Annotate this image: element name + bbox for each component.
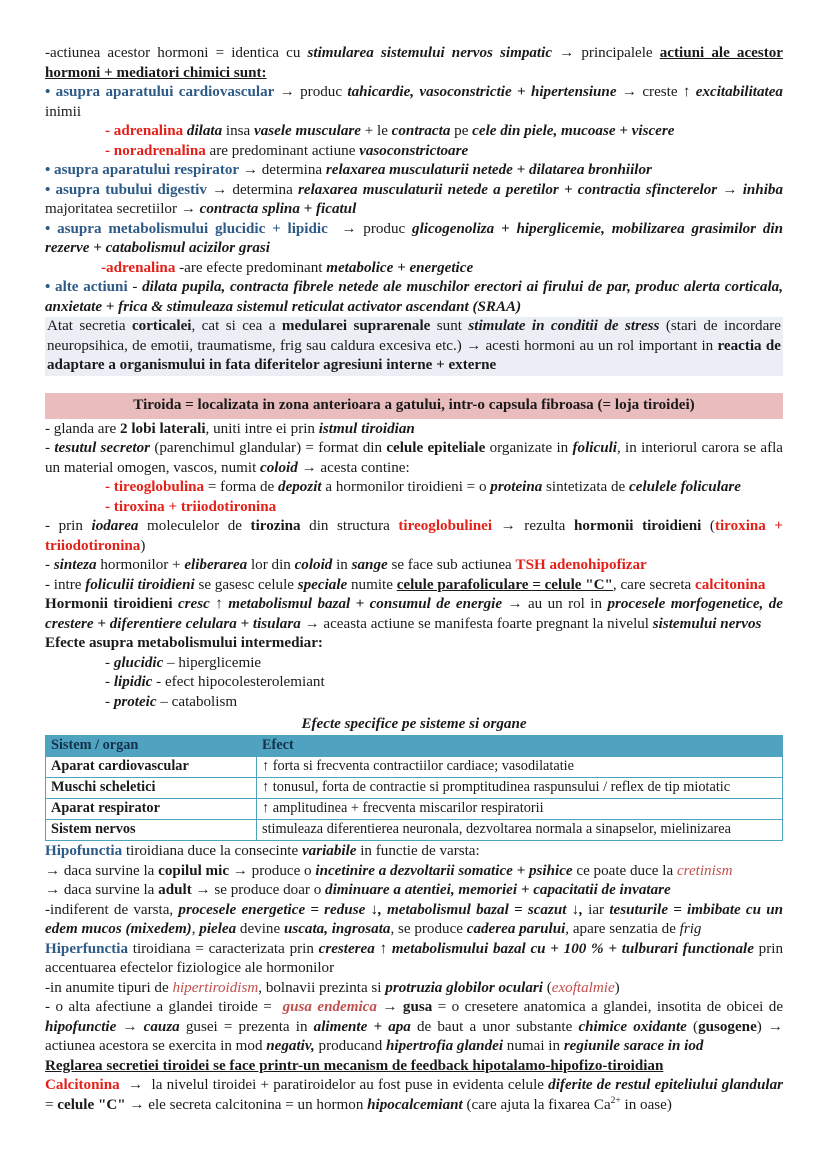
regulation-heading: Reglarea secretiei tiroidei se face printr-un mecanism de feedback hipotalamo-hipofizo-tiroidian: [45, 1057, 664, 1074]
thyroid-effects-intro: Hormonii tiroidieni cresc ↑ metabolismul bazal + consumul de energie → au un rol in procesele morfogenetice, de crestere + diferentiere celulara + tisulara → aceasta actiune se manifesta foarte pregnant la nivelul sistemului nervos: [45, 596, 783, 632]
table-caption: Efecte specifice pe sisteme si organe: [301, 716, 527, 732]
hyperfunction-intro: Hiperfunctia tiroidiana = caracterizata prin cresterea ↑ metabolismului bazal cu + 100 % + tulburari functionale prin accentuarea efectelor fiziologice ale hormonilor: [45, 940, 783, 976]
table-cell-effect: stimuleaza diferentierea neuronala, dezvoltarea normala a sinapselor, mielinizarea: [257, 820, 783, 841]
thyroid-line-iodare: - prin iodarea moleculelor de tirozina din structura tireoglobulinei → rezulta hormonii tiroidieni (tiroxina + triiodotironina): [45, 518, 784, 554]
table-row: [46, 757, 783, 778]
stress-paragraph: Atat secretia corticalei, cat si cea a medularei suprarenale sunt stimulate in conditii de stress (stari de incordare neuropsihica, de emotii, traumatisme, frig sau caldura excesiva etc.) → acesti hormoni au un rol important in reactia de adaptare a organismului in fata diferitelor agresiuni interne + externe: [47, 318, 781, 373]
thyroid-line-tesut: - tesutul secretor (parenchimul glandular) = format din celule epiteliale organizate in foliculi, in interiorul carora se afla un material omogen, vascos, numit coloid → acesta contine:: [45, 440, 784, 476]
thyroid-sub-tiroxina: - tiroxina + triiodotironina: [105, 498, 277, 515]
intro-paragraph: -actiunea acestor hormoni = identica cu stimularea sistemului nervos simpatic → principalele actiuni ale acestor hormoni + mediatori chimici sunt:: [45, 45, 783, 81]
intermediary-heading: Efecte asupra metabolismului intermediar:: [45, 635, 323, 651]
hypofunction-child: → daca survine la copilul mic → produce o incetinire a dezvoltarii somatice + psihice ce poate duce la cretinism: [45, 862, 733, 879]
table-cell-effect: ↑ tonusul, forta de contractie si promptitudinea raspunsului / reflex de tip miotatic: [257, 778, 783, 799]
sub-adrenalina-vascular: - adrenalina dilata insa vasele musculare + le contracta pe cele din piele, mucoase + viscere: [105, 123, 675, 139]
thyroid-sub-tireoglobulina: - tireoglobulina = forma de depozit a hormonilor tiroidieni = o proteina sintetizata de celulele foliculare: [105, 479, 741, 495]
intermediary-glucidic: - glucidic – hiperglicemie: [105, 654, 262, 671]
bullet-alte-actiuni: • alte actiuni - dilata pupila, contracta fibrele netede ale muschilor erectori ai firului de par, produc alerta corticala, anxietate + frica & stimuleaza sistemul reticulat activator ascendant (SRAA): [45, 279, 783, 315]
table-row: [46, 799, 783, 820]
table-header-efect: Efect: [257, 736, 783, 757]
hypofunction-general: -indiferent de varsta, procesele energetice = reduse ↓, metabolismul bazal = scazut ↓, iar tesuturile = imbibate cu un edem mucos (mixedem), pielea devine uscata, ingrosata, se produce caderea parului, apare senzatia de frig: [45, 901, 784, 937]
thyroid-banner: Tiroida = localizata in zona anterioara a gatului, intr-o capsula fibroasa (= loja tiroidei): [45, 393, 783, 419]
hyperfunction-gusa: - o alta afectiune a glandei tiroide = gusa endemica → gusa = o cresetere anatomica a glandei, insotita de obicei de hipofunctie → cauza gusei = prezenta in alimente + apa de baut a unor substante chimice oxidante (gusogene) → actiunea acestora se exercita in mod negativ, producand hipertrofia glandei numai in regiunile sarace in iod: [45, 999, 784, 1054]
thyroid-line-lobi: - glanda are 2 lobi laterali, uniti intre ei prin istmul tiroidian: [45, 420, 415, 437]
table-row: [46, 820, 783, 841]
effects-table: [45, 735, 783, 841]
intermediary-lipidic: - lipidic - efect hipocolesterolemiant: [105, 674, 325, 690]
hypofunction-adult: → daca survine la adult → se produce doar o diminuare a atentiei, memoriei + capacitatii de invatare: [45, 882, 671, 898]
table-cell-effect: ↑ forta si frecventa contractiilor cardiace; vasodilatatie: [257, 757, 783, 778]
sub-noradrenalina: - noradrenalina are predominant actiune vasoconstrictoare: [105, 142, 469, 159]
sub-adrenalina-metabolic: -adrenalina -are efecte predominant metabolice + energetice: [101, 259, 474, 276]
table-cell-system: Aparat respirator: [46, 799, 257, 820]
stress-paragraph-block: [45, 317, 783, 376]
bullet-metabolism: • asupra metabolismului glucidic + lipidic → produc glicogenoliza + hiperglicemie, mobilizarea grasimilor din rezerve + catabolismul acizilor grasi: [45, 220, 784, 256]
calcitonin-paragraph: Calcitonina → la nivelul tiroidei + paratiroidelor au fost puse in evidenta celule diferite de restul epiteliului glandular = celule "C" → ele secreta calcitonina = un hormon hipocalcemiant (care ajuta la fixarea $Ca^{2+}$ in oase): [45, 1077, 783, 1113]
bullet-digestiv: • asupra tubului digestiv → determina relaxarea musculaturii netede a peretilor + contractia sfincterelor → inhiba majoritatea secretiilor → contracta splina + ficatul: [45, 181, 783, 217]
table-row: [46, 778, 783, 799]
bullet-respirator: • asupra aparatului respirator → determina relaxarea musculaturii netede + dilatarea bronhiilor: [45, 162, 652, 178]
bullet-cardiovascular: • asupra aparatului cardiovascular → produc tahicardie, vasoconstrictie + hipertensiune → creste ↑ excitabilitatea inimii: [45, 84, 783, 120]
hypofunction-intro: Hipofunctia tiroidiana duce la consecinte variabile in functie de varsta:: [45, 843, 480, 859]
intermediary-proteic: - proteic – catabolism: [105, 693, 238, 710]
table-header-row: [46, 736, 783, 757]
table-cell-effect: ↑ amplitudinea + frecventa miscarilor respiratorii: [257, 799, 783, 820]
thyroid-line-sinteza: - sinteza hormonilor + eliberarea lor din coloid in sange se face sub actiunea TSH adenohipofizar: [45, 557, 647, 573]
table-cell-system: Sistem nervos: [46, 820, 257, 841]
table-cell-system: Muschi scheletici: [46, 778, 257, 799]
table-header-sistem: Sistem / organ: [46, 736, 257, 757]
hyperfunction-exoftalmie: -in anumite tipuri de hipertiroidism, bolnavii prezinta si protruzia globilor oculari (exoftalmie): [45, 979, 620, 996]
table-cell-system: Aparat cardiovascular: [46, 757, 257, 778]
thyroid-line-parafoliculare: - intre foliculii tiroidieni se gasesc celule speciale numite celule parafoliculare = celule "C", care secreta calcitonina: [45, 576, 766, 593]
